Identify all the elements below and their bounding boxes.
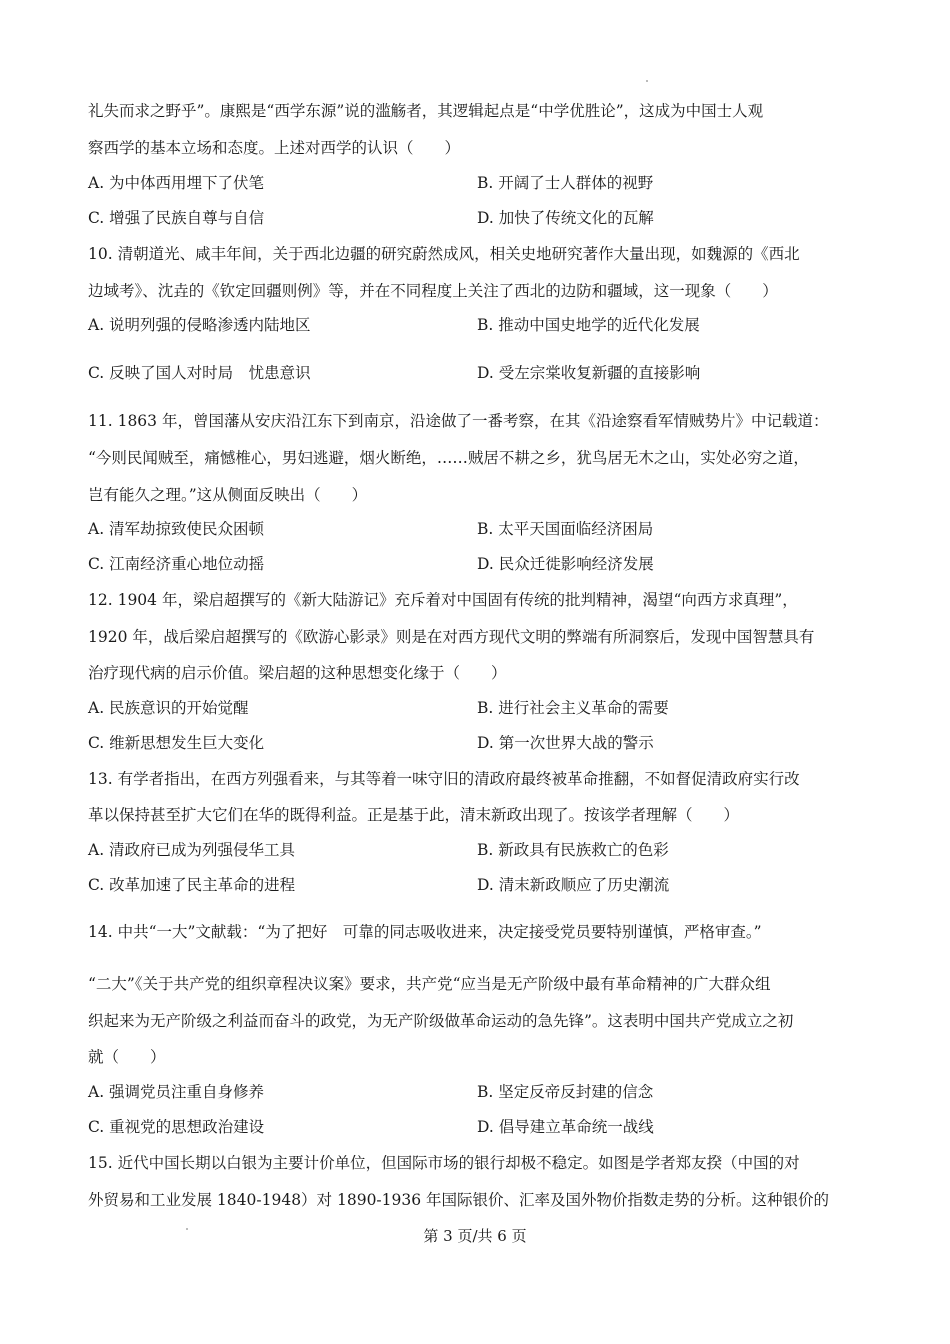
q10-option-c: C. 反映了国人对时局 忧患意识 [88, 364, 311, 382]
q13-option-c: C. 改革加速了民主革命的进程 [88, 876, 296, 894]
q14-option-b: B. 坚定反帝反封建的信念 [477, 1083, 654, 1101]
q11-stem-line-1: 11. 1863 年，曾国藩从安庆沿江东下到南京，沿途做了一番考察，在其《沿途察看军情贼势片》中记载道： [88, 412, 829, 430]
q11-option-b: B. 太平天国面临经济困局 [477, 520, 654, 538]
q14-option-a: A. 强调党员注重自身修养 [88, 1083, 265, 1101]
q11-option-d: D. 民众迁徙影响经济发展 [477, 555, 654, 573]
q14-stem-line-3: 织起来为无产阶级之利益而奋斗的政党，为无产阶级做革命运动的急先锋”。这表明中国共产党成立之初 [88, 1012, 794, 1030]
q9-option-a: A. 为中体西用埋下了伏笔 [88, 174, 265, 192]
q10-stem-line-2: 边域考》、沈垚的《钦定回疆则例》等，并在不同程度上关注了西北的边防和疆域，这一现象（ ） [88, 282, 778, 300]
q13-option-a: A. 清政府已成为列强侵华工具 [88, 841, 296, 859]
q9-option-d: D. 加快了传统文化的瓦解 [477, 209, 654, 227]
q10-stem-line-1: 10. 清朝道光、咸丰年间，关于西北边疆的研究蔚然成风，相关史地研究著作大量出现，如魏源的《西北 [88, 245, 800, 263]
q12-stem-line-2: 1920 年，战后梁启超撰写的《欧游心影录》则是在对西方现代文明的弊端有所洞察后，发现中国智慧具有 [88, 628, 815, 646]
q15-stem-line-1: 15. 近代中国长期以白银为主要计价单位，但国际市场的银行却极不稳定。如图是学者郑友揆（中国的对 [88, 1154, 800, 1172]
q12-option-c: C. 维新思想发生巨大变化 [88, 734, 265, 752]
q9-option-b: B. 开阔了士人群体的视野 [477, 174, 654, 192]
page-number: 第 3 页/共 6 页 [423, 1227, 527, 1245]
q12-option-a: A. 民族意识的开始觉醒 [88, 699, 249, 717]
q11-option-a: A. 清军劫掠致使民众困顿 [88, 520, 265, 538]
q13-option-d: D. 清末新政顺应了历史潮流 [477, 876, 670, 894]
q13-stem-line-1: 13. 有学者指出，在西方列强看来，与其等着一味守旧的清政府最终被革命推翻，不如督促清政府实行改 [88, 770, 800, 788]
q9-stem-line-1: 礼失而求之野乎”。康熙是“西学东源”说的滥觞者，其逻辑起点是“中学优胜论”，这成为中国士人观 [88, 102, 764, 120]
q14-option-c: C. 重视党的思想政治建设 [88, 1118, 265, 1136]
q9-stem-line-2: 察西学的基本立场和态度。上述对西学的认识（ ） [88, 139, 461, 157]
q12-option-d: D. 第一次世界大战的警示 [477, 734, 654, 752]
q9-option-c: C. 增强了民族自尊与自信 [88, 209, 265, 227]
q13-stem-line-2: 革以保持甚至扩大它们在华的既得利益。正是基于此，清末新政出现了。按该学者理解（ ） [88, 806, 740, 824]
q12-option-b: B. 进行社会主义革命的需要 [477, 699, 669, 717]
q11-stem-line-2: “今则民闻贼至，痛憾椎心，男妇逃避，烟火断绝，……贼居不耕之乡，犹鸟居无木之山，实处必穷之道， [88, 449, 809, 467]
q10-option-b: B. 推动中国史地学的近代化发展 [477, 316, 700, 334]
q11-stem-line-3: 岂有能久之理。”这从侧面反映出（ ） [88, 486, 368, 504]
q15-stem-line-2: 外贸易和工业发展 1840-1948）对 1890-1936 年国际银价、汇率及国外物价指数走势的分析。这种银价的 [88, 1191, 830, 1209]
q12-stem-line-1: 12. 1904 年，梁启超撰写的《新大陆游记》充斥着对中国固有传统的批判精神，渴望“向西方求真理”， [88, 591, 798, 609]
q10-option-a: A. 说明列强的侵略渗透内陆地区 [88, 316, 311, 334]
q14-stem-line-2: “二大”《关于共产党的组织章程决议案》要求，共产党“应当是无产阶级中最有革命精神的广大群众组 [88, 975, 771, 993]
q14-stem-line-1: 14. 中共“一大”文献载：“为了把好 可靠的同志吸收进来，决定接受党员要特别谨慎，严格审查。” [88, 923, 762, 941]
q13-option-b: B. 新政具有民族救亡的色彩 [477, 841, 669, 859]
q14-option-d: D. 倡导建立革命统一战线 [477, 1118, 654, 1136]
q14-stem-line-4: 就（ ） [88, 1048, 166, 1066]
q10-option-d: D. 受左宗棠收复新疆的直接影响 [477, 364, 701, 382]
decorative-dot [646, 80, 648, 82]
q12-stem-line-3: 治疗现代病的启示价值。梁启超的这种思想变化缘于（ ） [88, 664, 507, 682]
q11-option-c: C. 江南经济重心地位动摇 [88, 555, 265, 573]
